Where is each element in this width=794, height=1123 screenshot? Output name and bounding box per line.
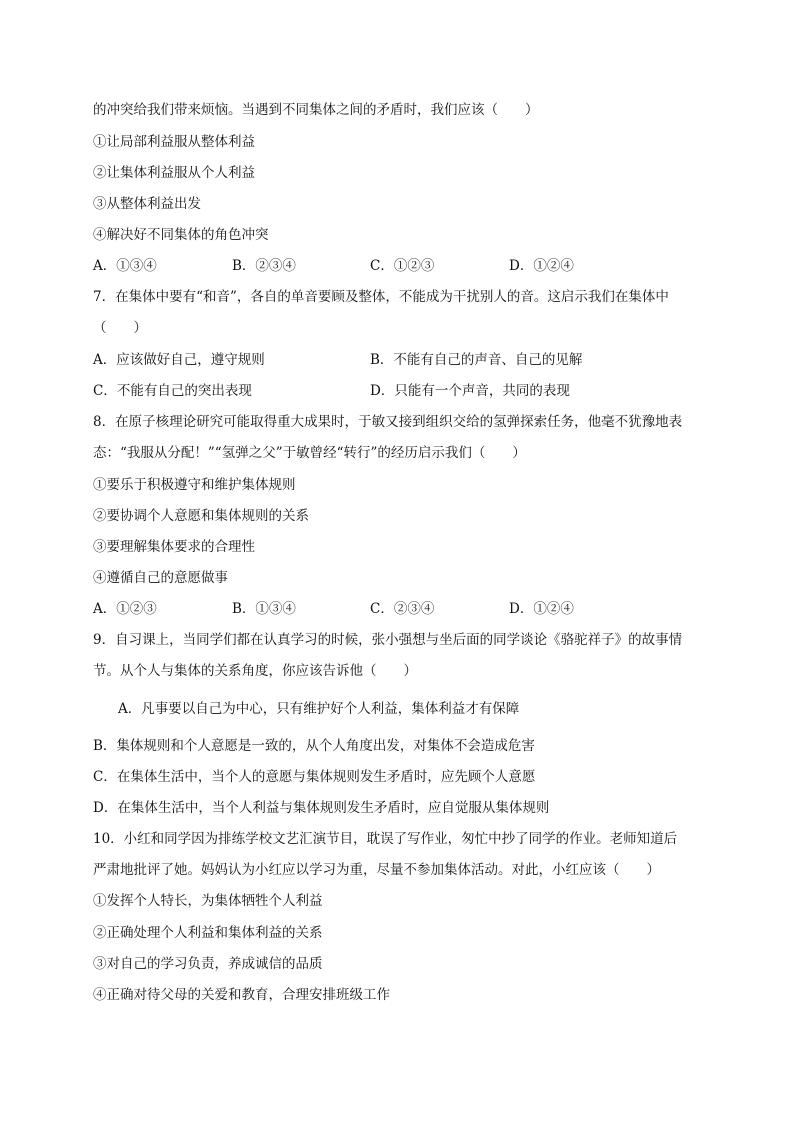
q10-stem-line-2: 严肃地批评了她。妈妈认为小红应以学习为重，尽量不参加集体活动。对此，小红应该（ ） bbox=[93, 862, 660, 878]
q10-item-3: ③对自己的学习负责，养成诚信的品质 bbox=[93, 956, 323, 972]
q9-option-c: C．在集体生活中，当个人的意愿与集体规则发生矛盾时，应先顾个人意愿 bbox=[93, 769, 536, 785]
q7-option-a: A．应该做好自己，遵守规则 bbox=[93, 352, 265, 368]
q7-option-b: B．不能有自己的声音、自己的见解 bbox=[370, 352, 583, 368]
q10-item-4: ④正确对待父母的关爱和教育，合理安排班级工作 bbox=[93, 987, 390, 1003]
q8-stem-line-2: 态：“我服从分配！”“氢弹之父”于敏曾经“转行”的经历启示我们（ ） bbox=[93, 445, 526, 461]
q6-option-c: C．①②③ bbox=[370, 258, 435, 274]
q10-item-2: ②正确处理个人利益和集体利益的关系 bbox=[93, 925, 323, 941]
q6-item-3: ③从整体利益出发 bbox=[93, 196, 201, 212]
q6-options bbox=[93, 257, 713, 275]
q8-item-4: ④遵循自己的意愿做事 bbox=[93, 570, 228, 586]
q9-option-d: D．在集体生活中，当个人利益与集体规则发生矛盾时，应自觉服从集体规则 bbox=[93, 800, 550, 816]
q8-options bbox=[93, 600, 713, 618]
q7-stem-line-2: （ ） bbox=[93, 320, 147, 336]
q7-option-d: D．只能有一个声音，共同的表现 bbox=[370, 383, 570, 399]
q7-stem-line-1: 7．在集体中要有“和音”，各自的单音要顾及整体，不能成为干扰别人的音。这启示我们在集体中 bbox=[93, 289, 669, 305]
q9-stem-line-1: 9．自习课上，当同学们都在认真学习的时候，张小强想与坐后面的同学谈论《骆驼祥子》的故事情 bbox=[93, 632, 683, 648]
q8-item-3: ③要理解集体要求的合理性 bbox=[93, 539, 255, 555]
q8-stem-line-1: 8．在原子核理论研究可能取得重大成果时，于敏又接到组织交给的氢弹探索任务，他毫不犹豫地表 bbox=[93, 414, 683, 430]
q9-stem-line-2: 节。从个人与集体的关系角度，你应该告诉他（ ） bbox=[93, 663, 417, 679]
q7-option-c: C．不能有自己的突出表现 bbox=[93, 383, 252, 399]
q9-option-a: A．凡事要以自己为中心，只有维护好个人利益，集体利益才有保障 bbox=[118, 701, 520, 717]
q6-item-4: ④解决好不同集体的角色冲突 bbox=[93, 227, 269, 243]
q8-item-1: ①要乐于积极遵守和维护集体规则 bbox=[93, 477, 296, 493]
q8-option-a: A．①②③ bbox=[93, 601, 157, 617]
q7-options-row-2 bbox=[93, 382, 713, 400]
q10-stem-line-1: 10．小红和同学因为排练学校文艺汇演节目，耽误了写作业，匆忙中抄了同学的作业。老师知道后 bbox=[93, 831, 678, 847]
q9-option-b: B．集体规则和个人意愿是一致的，从个人角度出发，对集体不会造成危害 bbox=[93, 738, 535, 754]
q6-option-b: B．②③④ bbox=[232, 258, 296, 274]
q6-stem-tail: 的冲突给我们带来烦恼。当遇到不同集体之间的矛盾时，我们应该（ ） bbox=[93, 102, 539, 118]
q7-options-row-1 bbox=[93, 351, 713, 369]
q8-option-c: C．②③④ bbox=[370, 601, 435, 617]
q6-item-2: ②让集体利益服从个人利益 bbox=[93, 165, 255, 181]
q6-option-d: D．①②④ bbox=[509, 258, 574, 274]
q8-option-b: B．①③④ bbox=[232, 601, 296, 617]
q6-option-a: A．①③④ bbox=[93, 258, 157, 274]
q6-item-1: ①让局部利益服从整体利益 bbox=[93, 134, 255, 150]
q8-option-d: D．①②④ bbox=[509, 601, 574, 617]
q10-item-1: ①发挥个人特长，为集体牺牲个人利益 bbox=[93, 893, 323, 909]
q8-item-2: ②要协调个人意愿和集体规则的关系 bbox=[93, 508, 309, 524]
